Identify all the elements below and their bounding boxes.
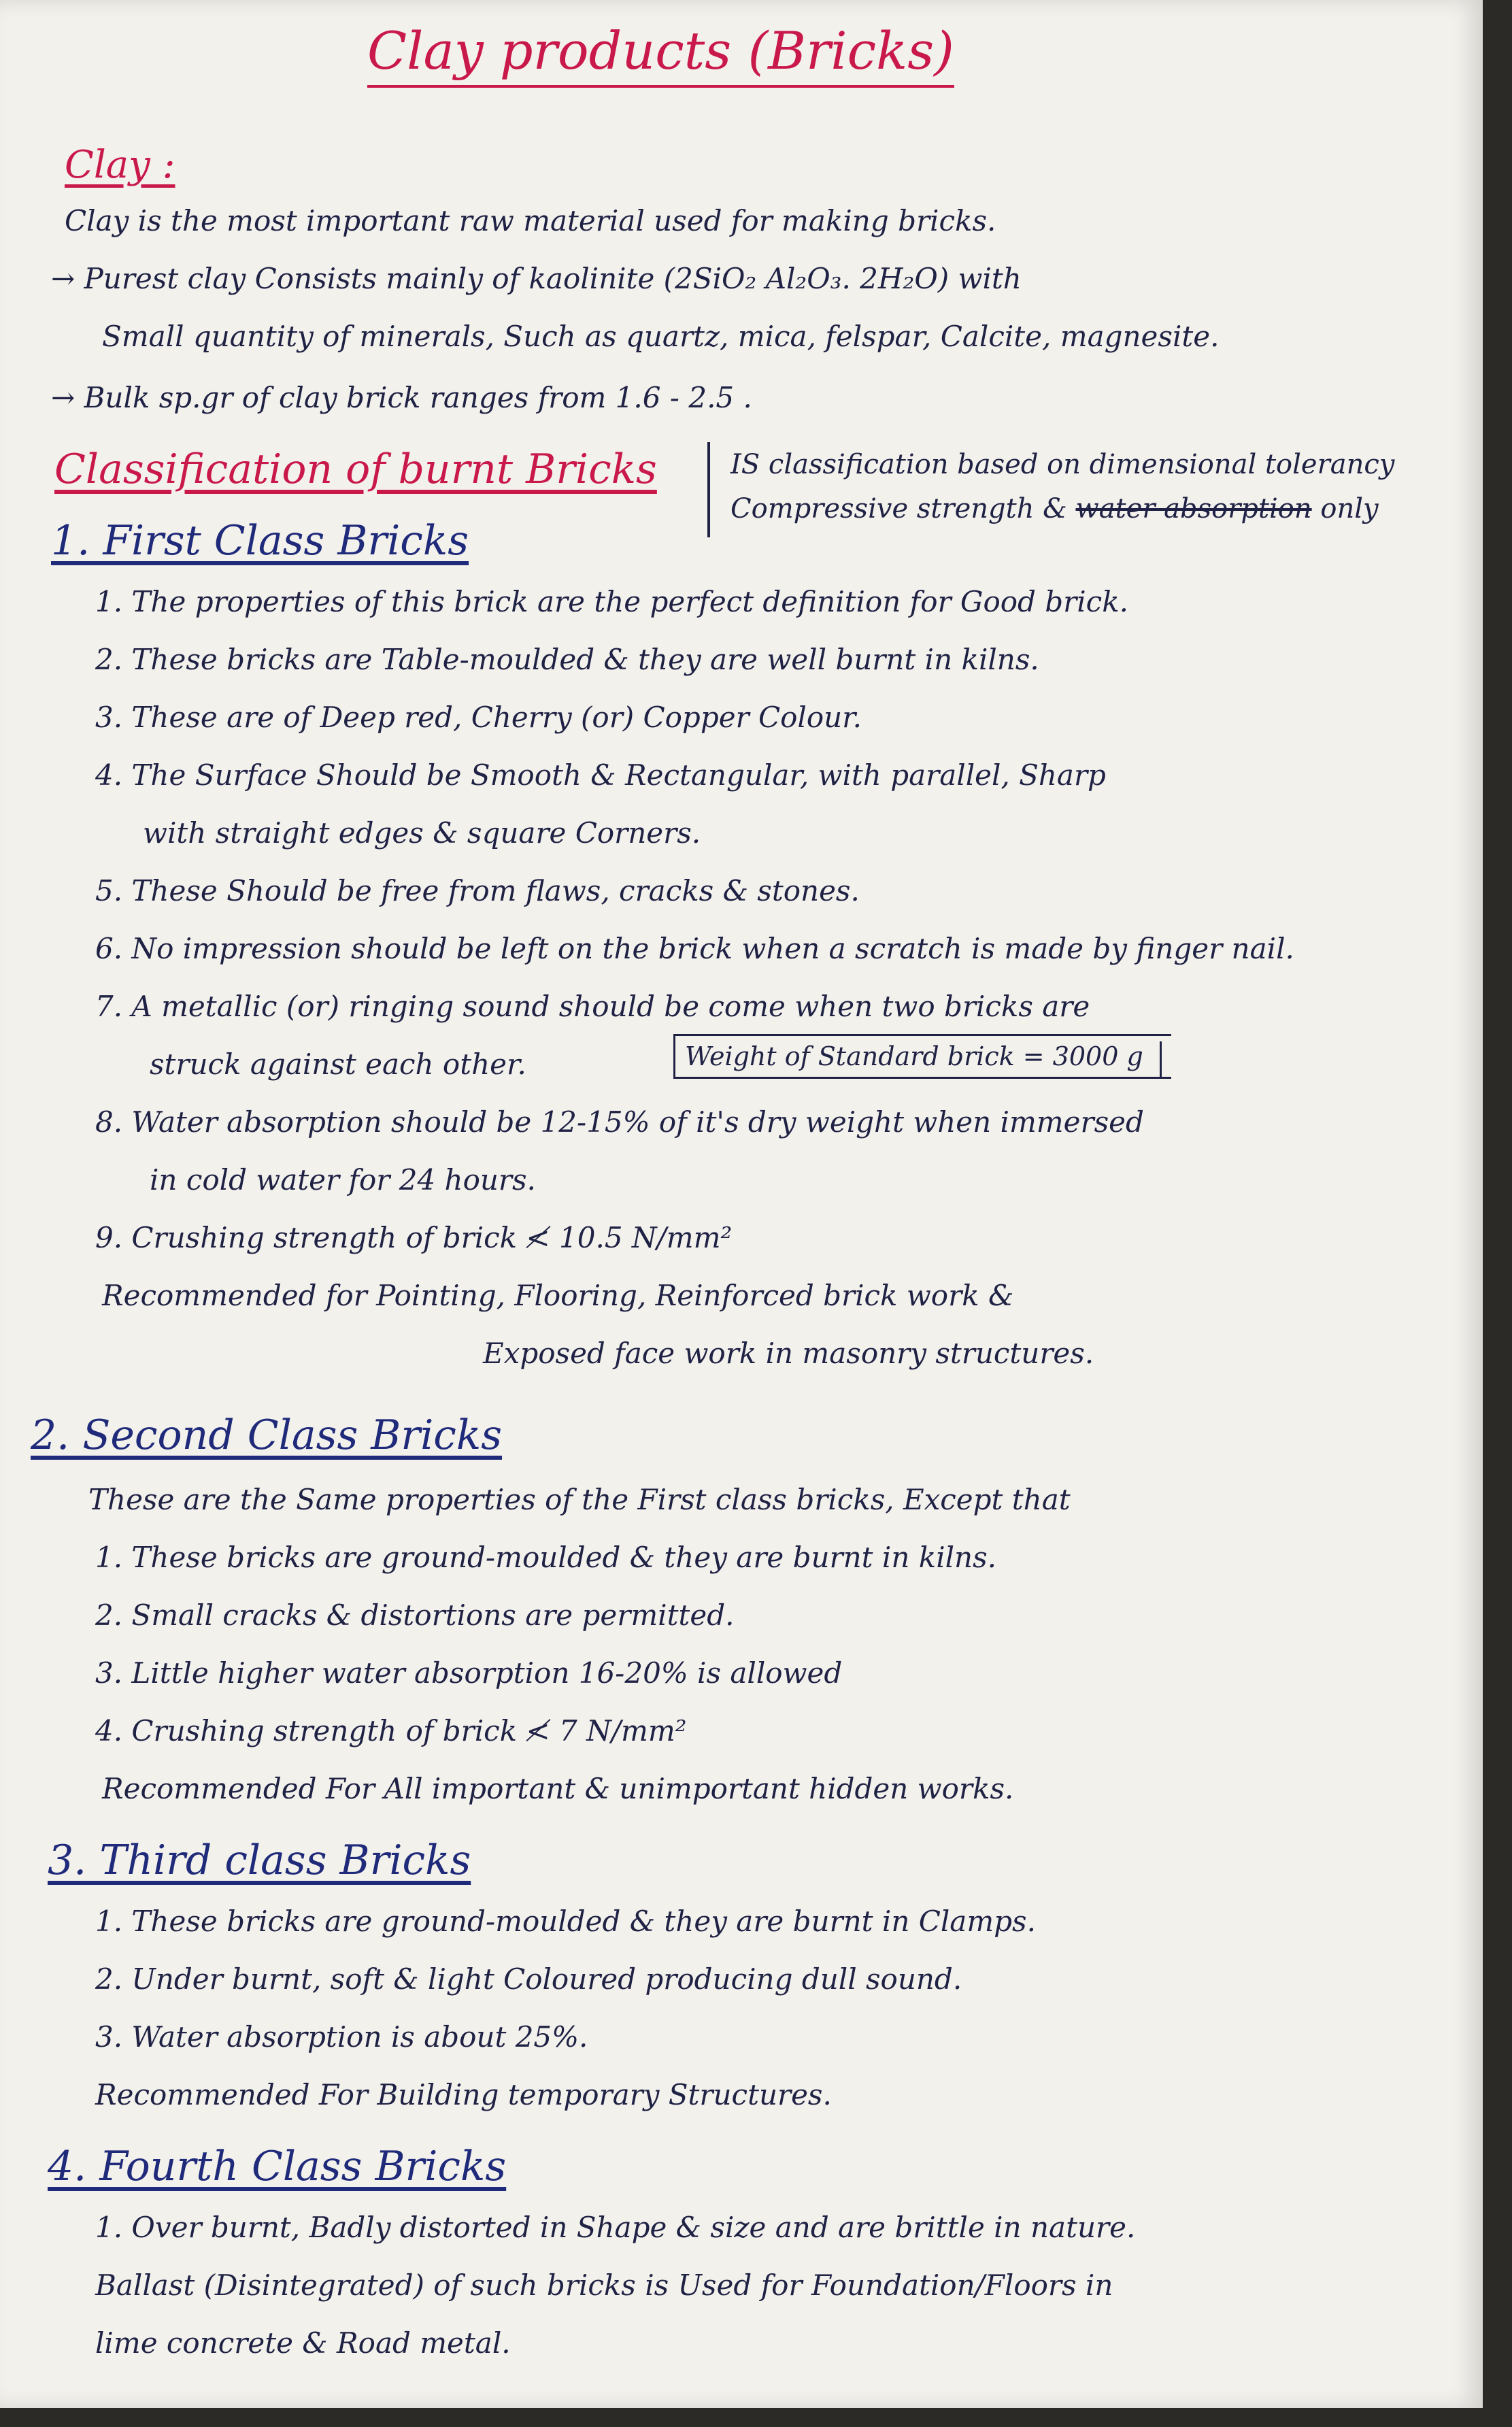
third-class-heading: 3. Third class Bricks [48, 1837, 471, 1884]
first-class-line-13: Recommended for Pointing, Flooring, Reinforced brick work & [102, 1279, 1014, 1312]
first-class-line-11: in cold water for 24 hours. [150, 1163, 536, 1196]
second-class-heading: 2. Second Class Bricks [31, 1411, 503, 1459]
second-class-line-1: These are the Same properties of the First class bricks, Except that [88, 1483, 1071, 1516]
clay-heading: Clay : [65, 143, 175, 187]
third-class-line-3: 3. Water absorption is about 25%. [95, 2020, 588, 2054]
first-class-line-1: 1. The properties of this brick are the perfect definition for Good brick. [95, 585, 1128, 618]
first-class-line-7: 6. No impression should be left on the brick when a scratch is made by finger nail. [95, 932, 1294, 965]
struck-phrase: water absorption [1075, 493, 1312, 524]
fourth-class-heading: 4. Fourth Class Bricks [48, 2143, 507, 2190]
classification-heading: Classification of burnt Bricks [54, 446, 657, 493]
weight-note [673, 1034, 1171, 1079]
first-class-line-6: 5. These Should be free from flaws, cracks & stones. [95, 874, 860, 907]
is-classification-note [707, 442, 1465, 537]
second-class-line-2: 1. These bricks are ground-moulded & they are burnt in kilns. [95, 1541, 997, 1574]
first-class-line-10: 8. Water absorption should be 12-15% of it's dry weight when immersed [95, 1105, 1144, 1139]
page-title: Clay products (Bricks) [367, 20, 954, 88]
second-class-line-4: 3. Little higher water absorption 16-20% is allowed [95, 1656, 843, 1690]
third-class-line-4: Recommended For Building temporary Structures. [95, 2078, 832, 2111]
weight-note-text: Weight of Standard brick = 3000 g [685, 1041, 1143, 1071]
first-class-line-4: 4. The Surface Should be Smooth & Rectangular, with parallel, Sharp [95, 758, 1106, 792]
first-class-line-2: 2. These bricks are Table-moulded & they are well burnt in kilns. [95, 643, 1039, 676]
first-class-line-12: 9. Crushing strength of brick ≮ 10.5 N/mm² [95, 1221, 733, 1254]
first-class-line-8: 7. A metallic (or) ringing sound should be come when two bricks are [95, 990, 1090, 1023]
fourth-class-line-3: lime concrete & Road metal. [95, 2326, 511, 2360]
first-class-heading: 1. First Class Bricks [51, 517, 469, 565]
note-line-2: Compressive strength & water absorption only [730, 493, 1379, 524]
fourth-class-line-2: Ballast (Disintegrated) of such bricks is Used for Foundation/Floors in [95, 2269, 1113, 2302]
fourth-class-line-1: 1. Over burnt, Badly distorted in Shape & size and are brittle in nature. [95, 2211, 1136, 2244]
third-class-line-2: 2. Under burnt, soft & light Coloured producing dull sound. [95, 1962, 962, 1996]
second-class-line-6: Recommended For All important & unimportant hidden works. [102, 1772, 1014, 1805]
note-line-1: IS classification based on dimensional tolerancy [730, 449, 1395, 480]
first-class-line-9: struck against each other. [150, 1048, 526, 1081]
clay-line-4: → Bulk sp.gr of clay brick ranges from 1.6 - 2.5 . [51, 381, 752, 414]
clay-line-1: Clay is the most important raw material used for making bricks. [65, 204, 996, 237]
first-class-line-3: 3. These are of Deep red, Cherry (or) Copper Colour. [95, 701, 862, 734]
clay-line-2: → Purest clay Consists mainly of kaolinite (2SiO₂ Al₂O₃. 2H₂O) with [51, 262, 1022, 295]
clay-line-3: Small quantity of minerals, Such as quartz, mica, felspar, Calcite, magnesite. [102, 320, 1220, 353]
second-class-line-5: 4. Crushing strength of brick ≮ 7 N/mm² [95, 1714, 687, 1747]
second-class-line-3: 2. Small cracks & distortions are permitted. [95, 1599, 735, 1632]
first-class-line-14: Exposed face work in masonry structures. [483, 1337, 1094, 1370]
first-class-line-5: with straight edges & square Corners. [143, 816, 701, 850]
third-class-line-1: 1. These bricks are ground-moulded & they are burnt in Clamps. [95, 1905, 1036, 1938]
